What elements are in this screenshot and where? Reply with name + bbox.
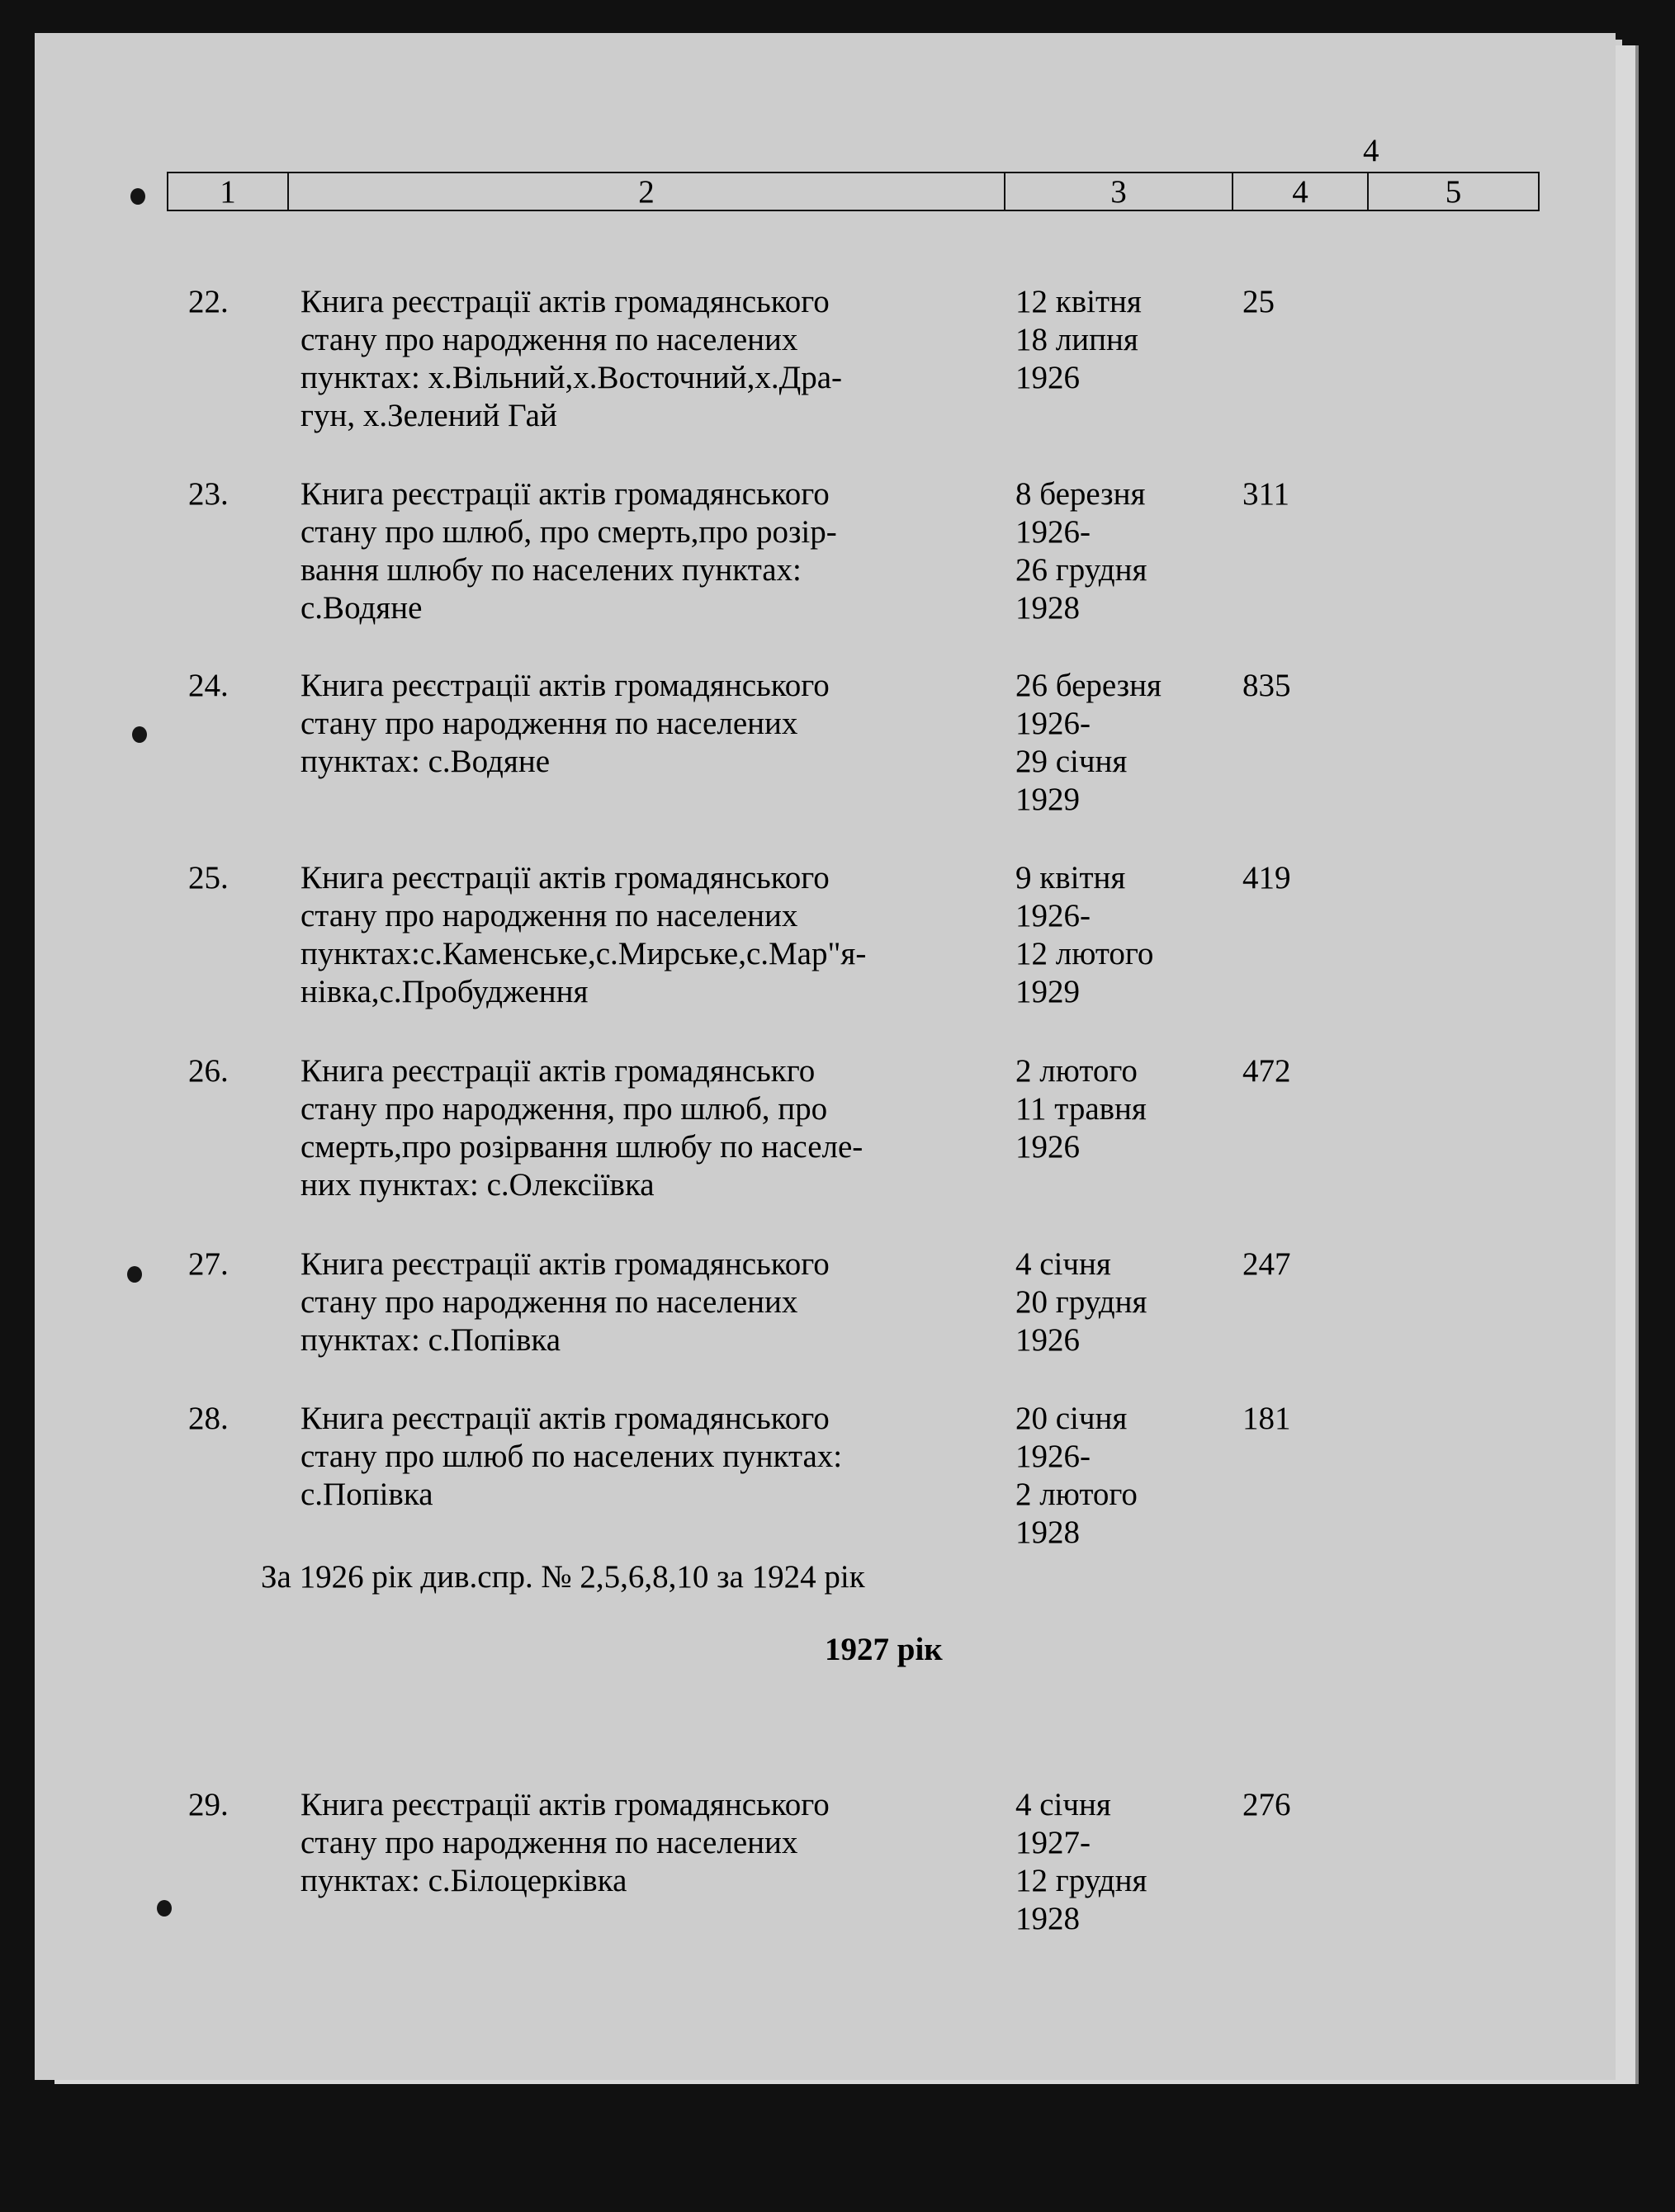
- entry-count: 276: [1242, 1787, 1291, 1822]
- entry-number: 29.: [188, 1787, 229, 1822]
- entry-description: Книга реєстрації актів громадянського стану про шлюб, про смерть,про розір- вання шлюбу по населених пунктах: с.Водяне: [300, 476, 837, 626]
- entry-number: 26.: [188, 1053, 229, 1089]
- entry-description: Книга реєстрації актів громадянського стану про народження по населених пунктах: с.Попівка: [300, 1246, 830, 1358]
- entry-dates: 26 березня 1926- 29 січня 1929: [1015, 668, 1162, 817]
- cross-reference-note: За 1926 рік див.спр. № 2,5,6,8,10 за 1924 рік: [261, 1559, 865, 1595]
- entry-count: 835: [1242, 668, 1291, 703]
- punch-hole: [127, 1266, 142, 1283]
- entry-description: Книга реєстрації актів громадянського стану про народження по населених пунктах: х.Вільний,х.Восточний,х.Дра- гун, х.Зелений Гай: [300, 284, 842, 433]
- entry-dates: 12 квітня 18 липня 1926: [1015, 284, 1142, 395]
- entry-count: 247: [1242, 1246, 1291, 1282]
- entry-description: Книга реєстрації актів громадянського стану про народження по населених пунктах:с.Каменське,с.Мирське,с.Мар"я- нівка,с.Пробудження: [300, 860, 867, 1009]
- entry-description: Книга реєстрації актів громадянського стану про шлюб по населених пунктах: с.Попівка: [300, 1401, 843, 1512]
- entry-dates: 20 січня 1926- 2 лютого 1928: [1015, 1401, 1138, 1550]
- entry-dates: 2 лютого 11 травня 1926: [1015, 1053, 1147, 1165]
- entry-dates: 4 січня 1927- 12 грудня 1928: [1015, 1787, 1147, 1936]
- entry-number: 24.: [188, 668, 229, 703]
- entry-description: Книга реєстрації актів громадянського стану про народження по населених пунктах: с.Водяне: [300, 668, 830, 779]
- entry-number: 25.: [188, 860, 229, 896]
- entry-count: 181: [1242, 1401, 1291, 1436]
- column-header: [167, 172, 1540, 211]
- entry-count: 25: [1242, 284, 1275, 319]
- punch-hole: [157, 1900, 172, 1917]
- page-number: 4: [1363, 133, 1379, 168]
- entry-number: 23.: [188, 476, 229, 512]
- header-cell-2: 2: [289, 173, 1005, 210]
- punch-hole: [132, 726, 147, 743]
- entry-dates: 4 січня 20 грудня 1926: [1015, 1246, 1147, 1358]
- header-cell-5: 5: [1445, 173, 1462, 210]
- header-cell-4: 4: [1233, 173, 1369, 210]
- entry-count: 419: [1242, 860, 1291, 896]
- entry-dates: 8 березня 1926- 26 грудня 1928: [1015, 476, 1147, 626]
- punch-hole: [130, 188, 145, 205]
- entry-number: 22.: [188, 284, 229, 319]
- entry-description: Книга реєстрації актів громадянськго стану про народження, про шлюб, про смерть,про розірвання шлюбу по населе- них пунктах: с.Олексіївка: [300, 1053, 864, 1203]
- entry-count: 472: [1242, 1053, 1291, 1089]
- year-heading: 1927 рік: [825, 1632, 943, 1667]
- entry-number: 27.: [188, 1246, 229, 1282]
- entry-count: 311: [1242, 476, 1290, 512]
- header-cell-3: 3: [1005, 173, 1233, 210]
- entry-description: Книга реєстрації актів громадянського стану про народження по населених пунктах: с.Білоцерківка: [300, 1787, 830, 1898]
- entry-dates: 9 квітня 1926- 12 лютого 1929: [1015, 860, 1154, 1009]
- entry-number: 28.: [188, 1401, 229, 1436]
- header-cell-1: 1: [168, 173, 289, 210]
